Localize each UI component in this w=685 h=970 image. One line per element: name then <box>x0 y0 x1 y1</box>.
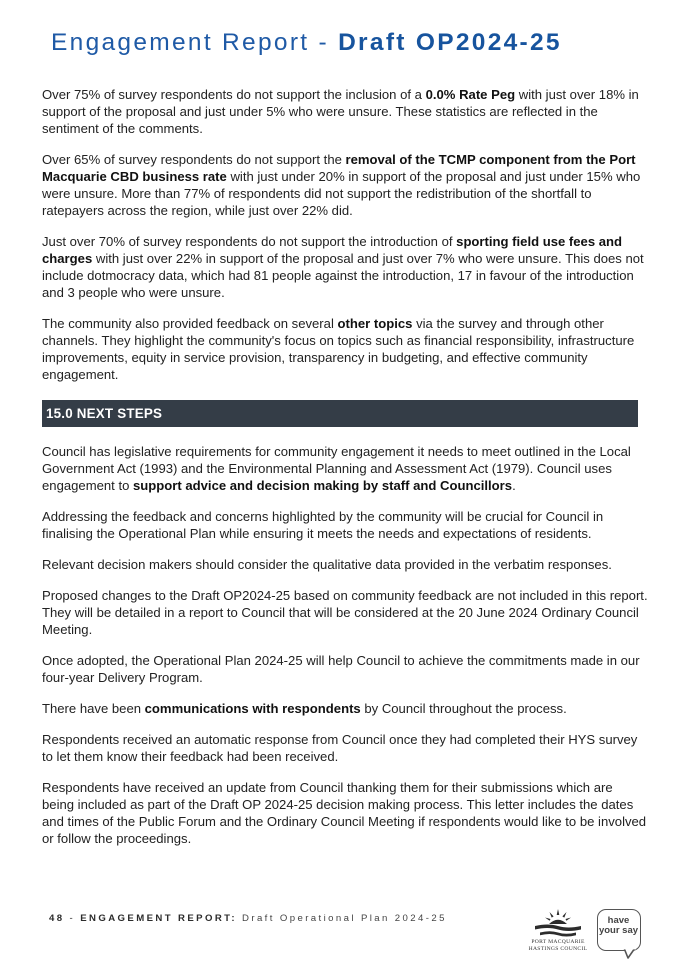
bold-phrase: support advice and decision making by staff and Councillors <box>133 478 513 493</box>
report-body <box>42 86 648 861</box>
bold-phrase: communications with respondents <box>144 701 361 716</box>
header-prefix: Engagement Report - <box>51 29 339 56</box>
paragraph <box>42 731 648 765</box>
text-run: with just under 20% in support of the proposal and just under 15% who were unsure. More than 77% of respondents did not support the redistribution of the shortfall to ratepayers across the region, while just over 22% did. <box>42 169 641 218</box>
text-run: Just over 70% of survey respondents do not support the introduction of <box>42 234 457 249</box>
text-run: Council has legislative requirements for community engagement it needs to meet outlined in the Local Government Act (1993) and the Environmental Planning and Assessment Act (1979). Council uses engagement to <box>42 444 631 493</box>
text-run: Proposed changes to the Draft OP2024-25 based on community feedback are not included in this report. They will be detailed in a report to Council that will be considered at the 20 June 2024 Ordinary Council Meeting. <box>42 588 648 637</box>
text-run: There have been <box>42 701 145 716</box>
paragraph <box>42 652 648 686</box>
footer-label: ENGAGEMENT REPORT: <box>80 913 237 924</box>
page-header <box>51 29 562 57</box>
bold-phrase: 0.0% Rate Peg <box>425 87 516 102</box>
council-name-line2: HASTINGS COUNCIL <box>528 945 588 952</box>
text-run: The community also provided feedback on several <box>42 316 338 331</box>
paragraph <box>42 700 648 717</box>
bold-phrase: removal of the TCMP component from the Port Macquarie CBD business rate <box>42 152 636 184</box>
text-run: Relevant decision makers should consider the qualitative data provided in the verbatim responses. <box>42 557 612 572</box>
paragraph <box>42 508 648 542</box>
bold-phrase: sporting field use fees and charges <box>42 234 623 266</box>
paragraph <box>42 779 648 847</box>
text-run: Over 65% of survey respondents do not support the <box>42 152 346 167</box>
hys-line1: have <box>607 915 630 926</box>
summary-paragraphs <box>42 86 648 383</box>
text-run: Respondents have received an update from Council thanking them for their submissions which are being included as part of the Draft OP 2024-25 decision making process. This letter includes the dates and times of the Public Forum and the Ordinary Council Meeting if respondents would like to be involved or follow the proceedings. <box>42 780 647 846</box>
text-run: Once adopted, the Operational Plan 2024-25 will help Council to achieve the commitments made in our four-year Delivery Program. <box>42 653 640 685</box>
council-name-line1: PORT MACQUARIE <box>531 939 585 945</box>
paragraph <box>42 315 648 383</box>
next-steps-paragraphs <box>42 443 648 847</box>
page-number: 48 <box>49 913 65 924</box>
paragraph <box>42 443 648 494</box>
text-run: Respondents received an automatic response from Council once they had completed their HYS survey to let them know their feedback had been received. <box>42 732 638 764</box>
speech-bubble-tail-icon <box>623 948 637 960</box>
text-run: with just over 18% in support of the proposal and just under 5% who were unsure. These statistics are reflected in the sentiment of the comments. <box>42 87 639 136</box>
header-title-emphasis: Draft OP2024-25 <box>338 29 562 56</box>
paragraph <box>42 587 648 638</box>
council-emblem-icon <box>526 906 590 939</box>
bold-phrase: other topics <box>337 316 413 331</box>
section-heading-next-steps: 15.0 NEXT STEPS <box>42 400 638 427</box>
text-run: . <box>512 478 516 493</box>
text-run: via the survey and through other channels. They highlight the community's focus on topics such as financial responsibility, infrastructure improvements, equity in service provision, transparency in budgeting, and effective community engagement. <box>42 316 635 382</box>
footer-subtitle: Draft Operational Plan 2024-25 <box>236 913 447 924</box>
text-run: Over 75% of survey respondents do not support the inclusion of a <box>42 87 426 102</box>
council-logo <box>526 906 590 958</box>
footer-separator: - <box>64 913 81 924</box>
text-run: with just over 22% in support of the proposal and just over 7% who were unsure. This does not include dotmocracy data, which had 81 people against the introduction, 17 in favour of the introduction and 3 people who were unsure. <box>42 251 644 300</box>
page-footer <box>49 913 447 924</box>
text-run: by Council throughout the process. <box>360 701 567 716</box>
paragraph <box>42 86 648 137</box>
paragraph <box>42 151 648 219</box>
have-your-say-logo <box>597 909 641 951</box>
text-run: Addressing the feedback and concerns highlighted by the community will be crucial for Council in finalising the Operational Plan while ensuring it meets the needs and expectations of residents. <box>42 509 604 541</box>
paragraph <box>42 233 648 301</box>
hys-line2: your say <box>598 925 639 936</box>
paragraph <box>42 556 648 573</box>
